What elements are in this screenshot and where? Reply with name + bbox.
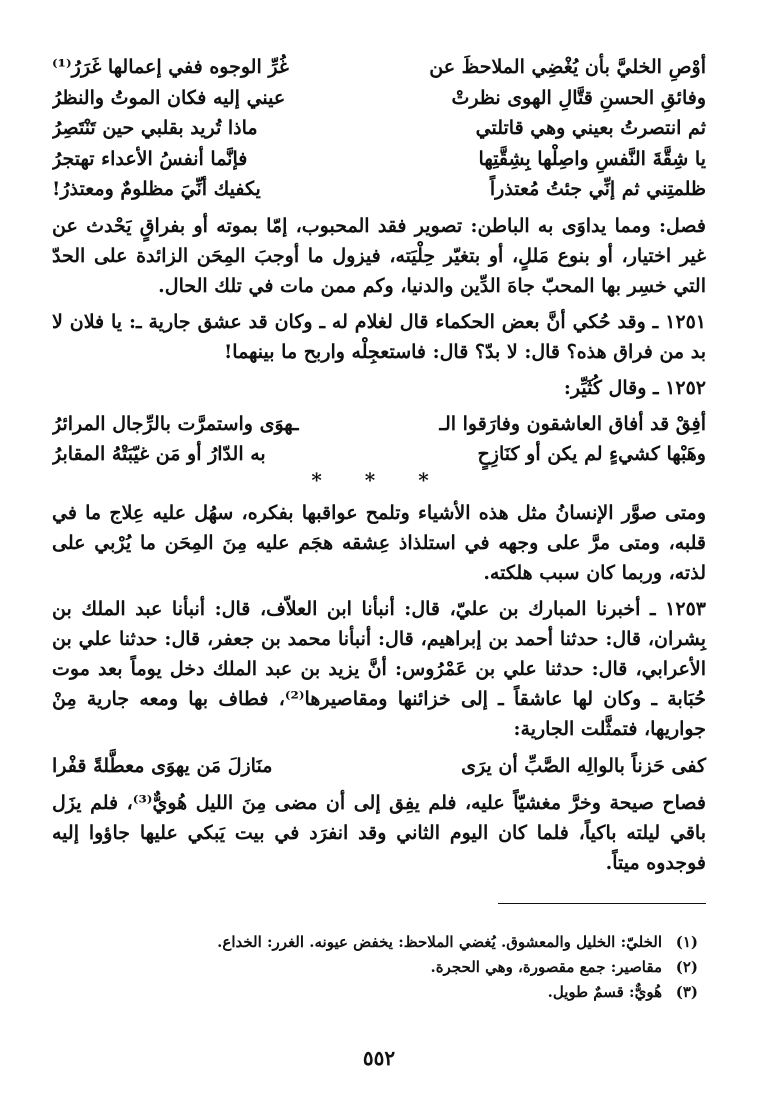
second-hemistich: فإنَّما أنفسُ الأعداء تهتجرُ: [52, 147, 248, 170]
second-hemistich: ـهوَى واستمرَّت بالرِّجال المرائرُ: [52, 412, 299, 435]
footnote-text: مقاصير: جمع مقصورة، وهي الحجرة.: [430, 958, 662, 976]
verse-line: [52, 52, 706, 83]
paragraph-text: ١٢٥١ ـ وقد حُكي أنَّ بعض الحكماء قال لغلام له ـ وكان قد عشق جارية ـ: يا فلان لا بد من فراق هذه؟ قال: لا بدّ؟ قال: فاستعجِلْه واربح ما بينهما!: [52, 310, 706, 363]
first-hemistich: أفِقْ قد أفاق العاشقون وفارَقوا الـ: [439, 412, 706, 435]
footnote: [60, 955, 698, 980]
footnote: [60, 930, 698, 955]
verse-line: [52, 174, 706, 205]
poem-block-2: [52, 409, 706, 470]
first-hemistich: يا شِقَّةَ النَّفسِ واصِلْها بِشِقَّتِها: [478, 147, 706, 170]
paragraph-1252: [52, 373, 706, 403]
second-hemistich: منَازلَ مَن يهوَى معطَّلةً قفْرا: [52, 754, 273, 777]
verse-line: [52, 439, 706, 470]
first-hemistich: كفى حَزناً بالوالِه الصَّبِّ أن يرَى: [461, 754, 706, 777]
first-hemistich: أوْصِ الخليَّ بأن يُغْضِي الملاحظَ عن: [429, 56, 706, 78]
second-hemistich: غُرِّ الوجوه ففي إعمالها غَرَرُ⁽¹⁾: [52, 56, 289, 78]
first-hemistich: ثم انتصرتُ بعيني وهي قاتلتي: [475, 117, 706, 139]
page-number: ٥٥٢: [362, 1046, 396, 1070]
poem-block-1: [52, 52, 706, 205]
first-hemistich: وفائقِ الحسنِ قتَّالِ الهوى نظرتْ: [451, 86, 706, 109]
second-hemistich: به الدّارُ أو مَن غيّبَتْهُ المقابرُ: [52, 443, 266, 465]
second-hemistich: يكفيك أنِّيَ مظلومٌ ومعتذرُ!: [52, 178, 261, 200]
paragraph-text: ١٢٥٣ ـ أخبرنا المبارك بن عليّ، قال: أنبأنا ابن العلاّف، قال: أنبأنا عبد الملك بن بِشران، قال: حدثنا أحمد بن إبراهيم، قال: أنبأنا محمد بن جعفر، قال: حدثنا علي بن الأعرابي، قال: حدثنا علي بن عَمْرُوس: أنَّ يزيد بن عبد الملك دخل يوماً بعد موت حُبَابة ـ وكان لها عاشقاً ـ إلى خزائنها ومقاصيرها⁽²⁾، فطاف بها ومعه جارية مِنْ جواريها، فتمثَّلت الجارية:: [52, 597, 707, 740]
section-separator: * * *: [311, 467, 447, 492]
footnote-text: هُويٌّ: قسمٌ طويل.: [547, 983, 662, 1001]
footnote-number: (٣): [675, 983, 698, 1001]
second-hemistich: ماذا تُريد بقلبي حين تَنْتَصِرُ: [52, 117, 258, 139]
footnote-number: (٢): [675, 958, 698, 976]
paragraph-text: فصاح صيحة وخرَّ مغشيّاً عليه، فلم يفِق إلى أن مضى مِنَ الليل هُويٌّ⁽³⁾، فلم يزَل باقي ليلته باكياً، فلما كان اليوم الثاني وقد انفرَد في بيت يَبكي عليها جاؤوا إليه فوجدوه ميتاً.: [52, 791, 706, 874]
footnote-divider: [498, 903, 706, 904]
first-hemistich: وهَبْها كشيءٍ لم يكن أو كنَازِحٍ: [477, 443, 706, 465]
paragraph-text: ١٢٥٢ ـ وقال كُثَيِّر:: [563, 376, 706, 399]
paragraph-1253: [52, 594, 706, 744]
footnote: [60, 980, 698, 1005]
footnotes: [60, 930, 698, 1005]
verse-line: [52, 750, 706, 782]
verse-line: [52, 409, 706, 440]
verse-line: [52, 83, 706, 114]
paragraph-1251: [52, 307, 706, 367]
paragraph-text: ومتى صوَّر الإنسانُ مثل هذه الأشياء وتلمح عواقبها بفكره، سهُل عليه عِلاج ما في قلبه، ومتى مرَّ على وجهه في استلذاذ عِشقه هجَم عليه مِنَ المِحَن ما يُرْبي على لذته، وربما كان سبب هلكته.: [52, 501, 706, 584]
paragraph-text: ومما يداوَى به الباطن: تصوير فقد المحبوب، إمّا بموته أو بفراقٍ يَحْدث عن غير اختيار، أو بنوع مَللٍ، أو بتغيّر حِلْيَته، فيزول ما أوجبَ المِحَن الزائدة على الحدّ التي خسِر بها المحبّ جاهَ الدِّين والدنيا، وكم ممن مات في تلك الحال.: [52, 214, 706, 297]
paragraph-end: [52, 788, 706, 878]
paragraph-matha: [52, 498, 706, 588]
section-lead: فصل:: [659, 214, 706, 237]
paragraph-fasl: [52, 211, 706, 301]
verse-line: [52, 144, 706, 175]
second-hemistich: عيني إليه فكان الموتُ والنظرُ: [52, 86, 286, 109]
footnote-text: الخليّ: الخليل والمعشوق. يُغضي الملاحظ: يخفض عيونه. الغرر: الخداع.: [217, 933, 662, 951]
page-body: [52, 52, 706, 884]
footnote-number: (١): [675, 933, 698, 951]
first-hemistich: ظلمتِني ثم إنِّي جئتُ مُعتذراً: [489, 178, 706, 200]
verse-line: [52, 113, 706, 144]
